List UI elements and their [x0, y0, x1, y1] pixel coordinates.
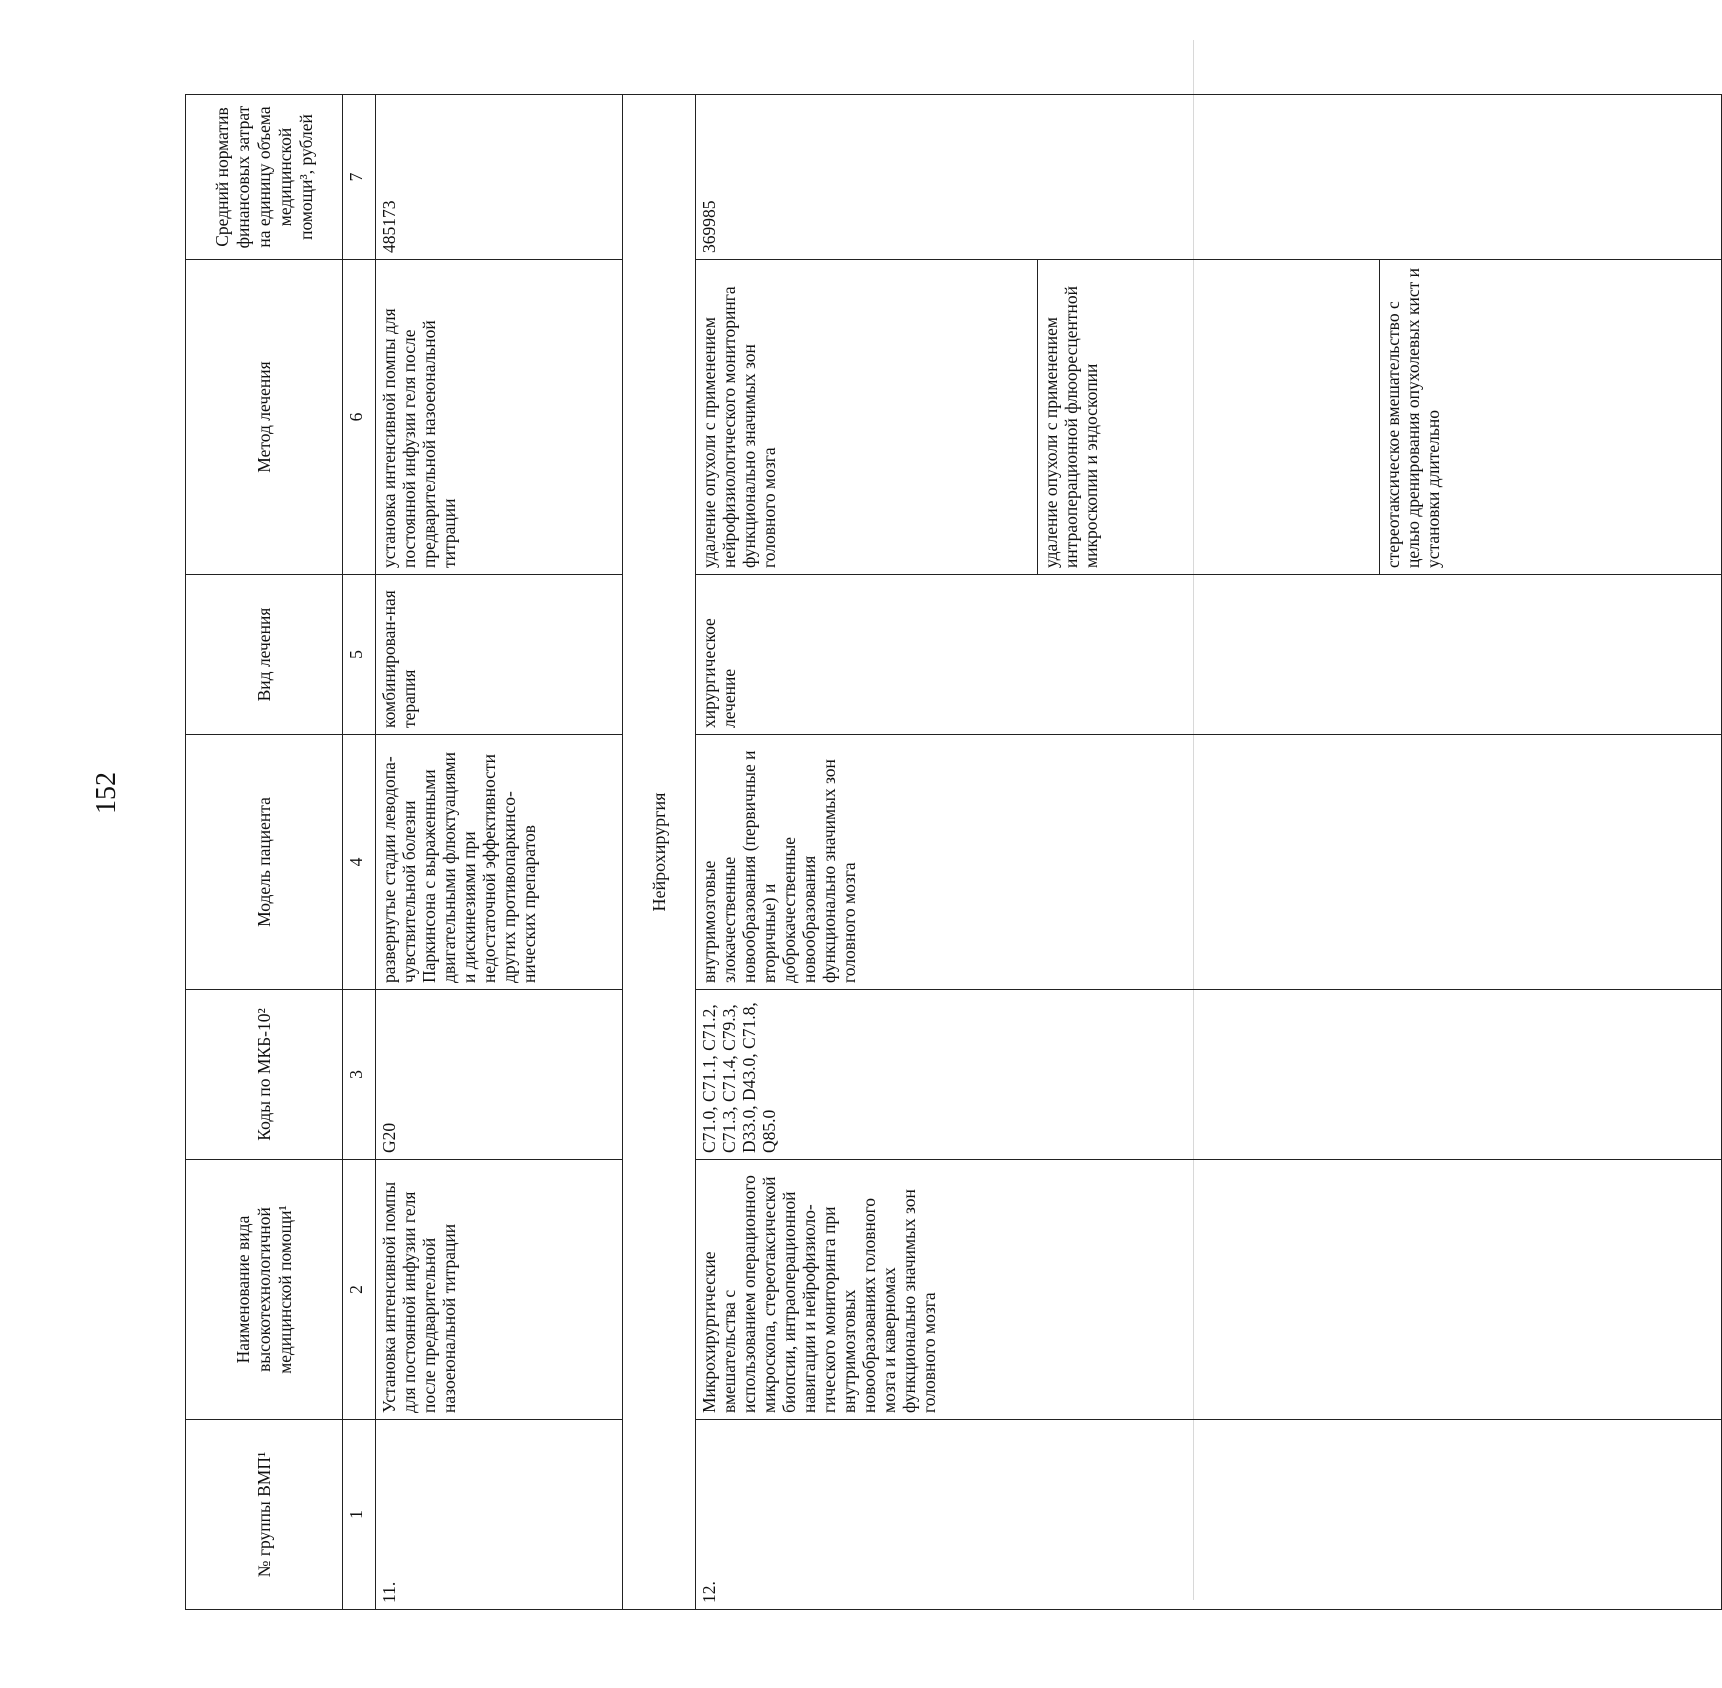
header-treatment-method: Метод лечения: [186, 260, 343, 575]
rotated-table-container: [185, 95, 1443, 1610]
header-treatment-type: Вид лечения: [186, 575, 343, 735]
header-cost-standard: Средний норматив финансовых затрат на единицу объема медицинской помощи³, рублей: [186, 95, 343, 260]
column-number-row: [343, 95, 376, 1610]
column-number: 4: [343, 735, 376, 990]
treatment-method-item: удаление опухоли с применением нейрофизиологического мониторинга функционально значимых зон головного мозга: [699, 286, 779, 568]
column-number: 3: [343, 990, 376, 1160]
cost-cell: 369985: [696, 95, 1722, 260]
table-row: [376, 95, 623, 1610]
patient-model-cell: внутримозговые злокачественные новообразования (первичные и вторичные) и доброкачественные новообразования функционально значимых зон головного мозга: [696, 735, 1722, 990]
icd-codes-cell: G20: [376, 990, 623, 1160]
vmp-name-cell: Микрохирургические вмешательства с использованием операционного микроскопа, стереотаксической биопсии, интраоперационной навигации и нейрофизиоло-гического мониторинга при внутримозговых новообразованиях головного мозга и каверномах функционально значимых зон головного мозга: [696, 1160, 1722, 1420]
cost-cell: 485173: [376, 95, 623, 260]
section-row: [623, 95, 696, 1610]
column-number: 6: [343, 260, 376, 575]
column-number: 5: [343, 575, 376, 735]
treatment-method-item: удаление опухоли с применением интраоперационной флюоресцентной микроскопии и эндоскопии: [1038, 260, 1380, 574]
header-row: [186, 95, 343, 1610]
column-number: 1: [343, 1420, 376, 1610]
treatment-method-item: стереотаксическое вмешательство с целью дренирования опухолевых кист и установки длительно: [1380, 260, 1722, 574]
vmp-table: [185, 94, 1722, 1610]
treatment-method-cell: [696, 260, 1722, 575]
column-number: 7: [343, 95, 376, 260]
header-group-number: № группы ВМП¹: [186, 1420, 343, 1610]
treatment-type-cell: хирургическое лечение: [696, 575, 1722, 735]
header-icd-codes: Коды по МКБ-10²: [186, 990, 343, 1160]
treatment-method-cell: установка интенсивной помпы для постоянной инфузии геля после предварительной назоеюнальной титрации: [376, 260, 623, 575]
column-number: 2: [343, 1160, 376, 1420]
patient-model-cell: развернутые стадии леводопа-чувствительной болезни Паркинсона с выраженными двигательными флюктуациями и дискинезиями при недостаточной эффективности других противопаркинсо-нических препаратов: [376, 735, 623, 990]
method-subtable: [696, 260, 1721, 574]
vmp-name-cell: Установка интенсивной помпы для постоянной инфузии геля после предварительной назоеюнальной титрации: [376, 1160, 623, 1420]
icd-codes-cell: C71.0, C71.1, C71.2, C71.3, C71.4, C79.3, D33.0, D43.0, C71.8, Q85.0: [696, 990, 1722, 1160]
header-patient-model: Модель пациента: [186, 735, 343, 990]
page-number: 152: [91, 772, 122, 814]
treatment-type-cell: комбинирован-ная терапия: [376, 575, 623, 735]
group-number-cell: 11.: [376, 1420, 623, 1610]
section-title: Нейрохирургия: [623, 95, 696, 1610]
table-row: [696, 95, 1722, 1610]
group-number-cell: 12.: [696, 1420, 1722, 1610]
header-vmp-name: Наименование вида высокотехнологичной медицинской помощи¹: [186, 1160, 343, 1420]
